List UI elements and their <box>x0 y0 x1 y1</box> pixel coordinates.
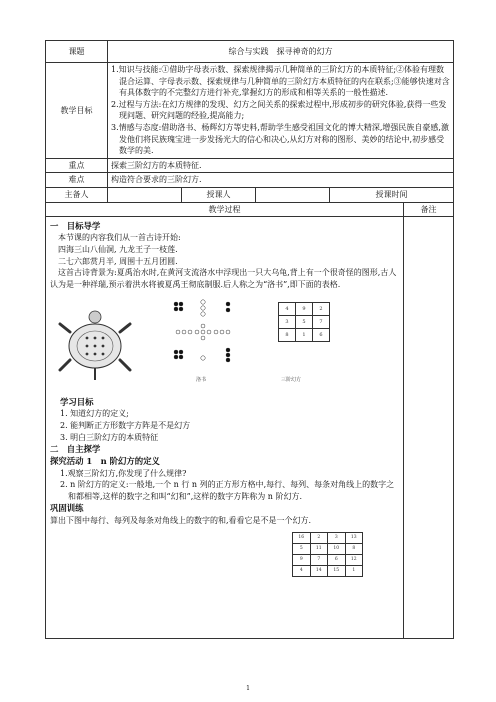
turtle-illustration <box>56 298 134 386</box>
magic3-cell: 8 <box>279 329 296 342</box>
question-2: 2. n 阶幻方的定义:一般地,一个 n 行 n 列的正方形方格中,每行、每列、每条对角线上的数字之和都相等,这样的数字之和叫“幻和”,这样的数字方阵称为 n 阶幻方. <box>60 480 395 501</box>
objective-1: 1. 知道幻方的定义; <box>60 409 129 419</box>
section-1-title: 一 目标导学 <box>50 221 101 232</box>
lesson-title: 综合与实践 探寻神奇的幻方 <box>108 41 454 63</box>
preparer-label: 主备人 <box>46 187 108 202</box>
magic4-cell: 8 <box>345 544 363 555</box>
magic3-cell: 5 <box>296 316 313 329</box>
preparer-value <box>108 187 182 202</box>
magic-square-4x4 <box>292 532 363 577</box>
key-point-value: 探索三阶幻方的本质特征. <box>108 158 454 173</box>
magic4-cell: 7 <box>310 555 328 566</box>
teacher-label: 授课人 <box>182 187 256 202</box>
luoshu-caption: 洛书 <box>196 377 207 384</box>
figures-row <box>50 294 399 390</box>
magic4-cell: 1 <box>345 566 363 577</box>
magic3-cell: 1 <box>296 329 313 342</box>
magic4-cell: 16 <box>293 533 311 544</box>
goal-attitude: 3.情感与态度:借助洛书、杨辉幻方等史料,帮助学生感受祖国文化的博大精深,增强民族自豪感,激发他们将民族瑰宝进一步发扬光大的信心和决心,从幻方对称的图形、美妙的结论中,初步感受数学的美. <box>111 122 449 156</box>
magic4-row-1 <box>293 533 363 544</box>
key-point-label: 重点 <box>46 158 108 173</box>
magic4-cell: 2 <box>310 533 328 544</box>
difficulty-label: 难点 <box>46 173 108 188</box>
magic4-cell: 10 <box>328 544 346 555</box>
magic4-cell: 3 <box>328 533 346 544</box>
magic4-cell: 4 <box>293 566 311 577</box>
magic4-cell: 6 <box>328 555 346 566</box>
lesson-plan-table <box>45 40 454 639</box>
goals-label: 教学目标 <box>46 63 108 159</box>
section-2-title: 二 自主探学 <box>50 444 101 455</box>
magic3-row-2 <box>279 316 330 329</box>
process-header-row <box>46 202 454 217</box>
magic3-cell: 6 <box>313 329 330 342</box>
magic3-cell: 7 <box>313 316 330 329</box>
objective-2: 2. 能判断正方形数字方阵是不是幻方 <box>60 421 191 431</box>
story-text: 这首古诗背景为:夏禹治水时,在黄河支流洛水中浮现出一只大乌龟,背上有一个很奇怪的图形,古人认为是一种祥瑞,预示着洪水将被夏禹王彻底制服.后人称之为“洛书”,即下面的表格. <box>50 268 397 289</box>
goal-knowledge: 1.知识与技能:①借助字母表示数、探索规律揭示几种简单的三阶幻方的本质特征;②体验有理数混合运算、字母表示数、探索规律与几种简单的三阶幻方本质特征的内在联系;③能够快速对含有具体数字的不完整幻方进行补充,掌握幻方的形成和相等关系的一般性描述. <box>111 65 450 98</box>
magic3-cell: 4 <box>279 303 296 316</box>
magic4-cell: 5 <box>293 544 311 555</box>
magic4-cell: 14 <box>310 566 328 577</box>
magic4-cell: 15 <box>328 566 346 577</box>
question-1: 1.观察三阶幻方,你发现了什么规律? <box>60 468 187 478</box>
notes-label: 备注 <box>404 202 454 217</box>
magic4-row-3 <box>293 555 363 566</box>
practice-title: 巩固训练 <box>50 503 84 514</box>
magic3-cell: 2 <box>313 303 330 316</box>
activity-1-title: 探究活动 1 n 阶幻方的定义 <box>50 456 160 467</box>
notes-cell <box>404 217 454 639</box>
magic3-cell: 3 <box>279 316 296 329</box>
magic3-cell: 9 <box>296 303 313 316</box>
difficulty-row <box>46 173 454 188</box>
magic-square-3x3 <box>278 302 330 342</box>
process-body-row <box>46 217 454 639</box>
magic4-cell: 13 <box>345 533 363 544</box>
time-label: 授课时间 <box>330 187 454 202</box>
title-row <box>46 41 454 63</box>
goals-row <box>46 63 454 159</box>
poem-line-1: 四海三山八仙洞, 九龙王子一枝莲. <box>58 244 178 254</box>
intro-text: 本节课的内容我们从一首古诗开始: <box>58 233 181 243</box>
magic4-cell: 11 <box>310 544 328 555</box>
goal-process: 2.过程与方法:在幻方规律的发现、幻方之间关系的探索过程中,形成初步的研究体验,获得一些发现问题、研究问题的经验,提高能力; <box>111 99 447 121</box>
process-body <box>46 217 404 639</box>
magic-square-caption: 三阶幻方 <box>281 377 302 384</box>
objectives-title: 学习目标 <box>60 397 94 408</box>
practice-text: 算出下图中每行、每列及每条对角线上的数字的和,看看它是不是一个幻方. <box>50 515 312 525</box>
magic4-row-4 <box>293 566 363 577</box>
magic4-cell: 9 <box>293 555 311 566</box>
process-label: 教学过程 <box>46 202 404 217</box>
difficulty-value: 构造符合要求的三阶幻方. <box>108 173 454 188</box>
goals-content <box>108 63 454 159</box>
teacher-value <box>256 187 330 202</box>
magic4-cell: 12 <box>345 555 363 566</box>
magic4-row-2 <box>293 544 363 555</box>
luoshu-dot-diagram <box>168 296 238 376</box>
magic3-row-3 <box>279 329 330 342</box>
poem-line-2: 二七六郎赏月半, 周围十五月团圆. <box>58 256 178 266</box>
objective-3: 3. 明白三阶幻方的本质特征 <box>60 432 159 442</box>
key-point-row <box>46 158 454 173</box>
magic3-row-1 <box>279 303 330 316</box>
title-label: 课题 <box>46 41 108 63</box>
page-number: 1 <box>246 685 250 692</box>
staff-row <box>46 187 454 202</box>
